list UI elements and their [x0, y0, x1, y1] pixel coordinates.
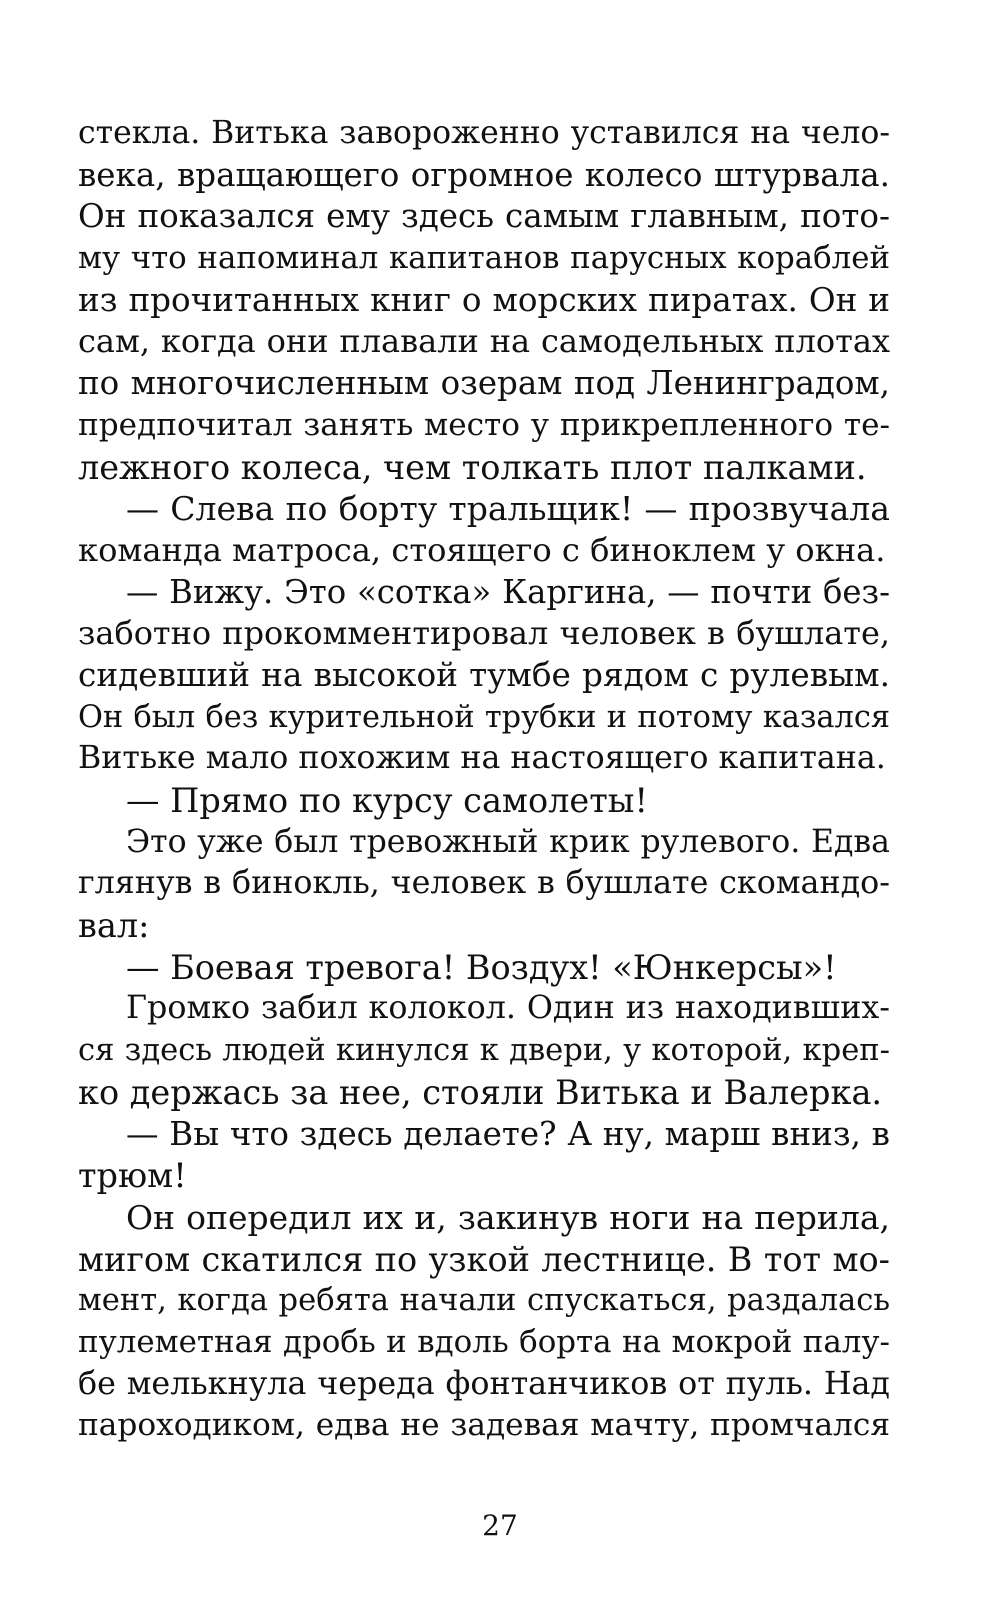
text-line: Громко забил колокол. Один из находивших- — [126, 990, 890, 1027]
page-number: 27 — [482, 1509, 518, 1542]
text-line: — Вижу. Это «сотка» Каргина, — почти без- — [126, 572, 890, 611]
text-line: Это уже был тревожный крик рулевого. Едва — [126, 823, 890, 860]
text-line: — Прямо по курсу самолеты! — [126, 781, 648, 820]
text-line: бе мелькнула череда фонтанчиков от пуль. Над — [78, 1365, 890, 1402]
text-line: Витьке мало похожим на настоящего капитана. — [78, 740, 886, 777]
text-line: Он опередил их и, закинув ноги на перила, — [126, 1197, 890, 1237]
text-line: по многочисленным озерам под Ленинградом, — [78, 364, 890, 403]
text-line: — Вы что здесь делаете? А ну, марш вниз, в — [126, 1114, 890, 1153]
text-line: пулеметная дробь и вдоль борта на мокрой палу- — [78, 1323, 890, 1360]
text-line: ся здесь людей кинулся к двери, у которой, креп- — [78, 1033, 890, 1069]
text-line: — Боевая тревога! Воздух! «Юнкерсы»! — [126, 947, 837, 987]
text-line: ко держась за нее, стояли Витька и Валерка. — [78, 1072, 883, 1112]
text-line: мент, когда ребята начали спускаться, раздалась — [78, 1283, 890, 1319]
text-line: глянув в бинокль, человек в бушлате скомандо- — [78, 865, 890, 902]
text-line: из прочитанных книг о морских пиратах. Он и — [78, 280, 890, 319]
text-line: пароходиком, едва не задевая мачту, промчался — [78, 1407, 890, 1444]
text-line: сидевший на высокой тумбе рядом с рулевым. — [78, 655, 890, 694]
text-line: команда матроса, стоящего с биноклем у окна. — [78, 530, 886, 569]
text-line: вал: — [78, 906, 150, 946]
text-line: му что напоминал капитанов парусных кораблей — [78, 240, 890, 277]
text-line: стекла. Витька завороженно уставился на чело- — [78, 115, 890, 151]
text-line: — Слева по борту тральщик! — прозвучала — [126, 489, 890, 529]
text-line: лежного колеса, чем толкать плот палками. — [78, 447, 867, 487]
body-text — [78, 113, 890, 1447]
text-line: сам, когда они плавали на самодельных плотах — [78, 322, 890, 361]
text-line: трюм! — [78, 1156, 187, 1196]
text-line: предпочитал занять место у прикрепленного те- — [78, 406, 890, 443]
text-line: века, вращающего огромное колесо штурвала. — [78, 155, 890, 194]
text-line: заботно прокомментировал человек в бушлате, — [78, 614, 890, 653]
text-line: Он был без курительной трубки и потому казался — [78, 699, 890, 735]
text-line: Он показался ему здесь самым главным, пото- — [78, 197, 890, 236]
text-line: мигом скатился по узкой лестнице. В тот мо- — [78, 1239, 890, 1279]
